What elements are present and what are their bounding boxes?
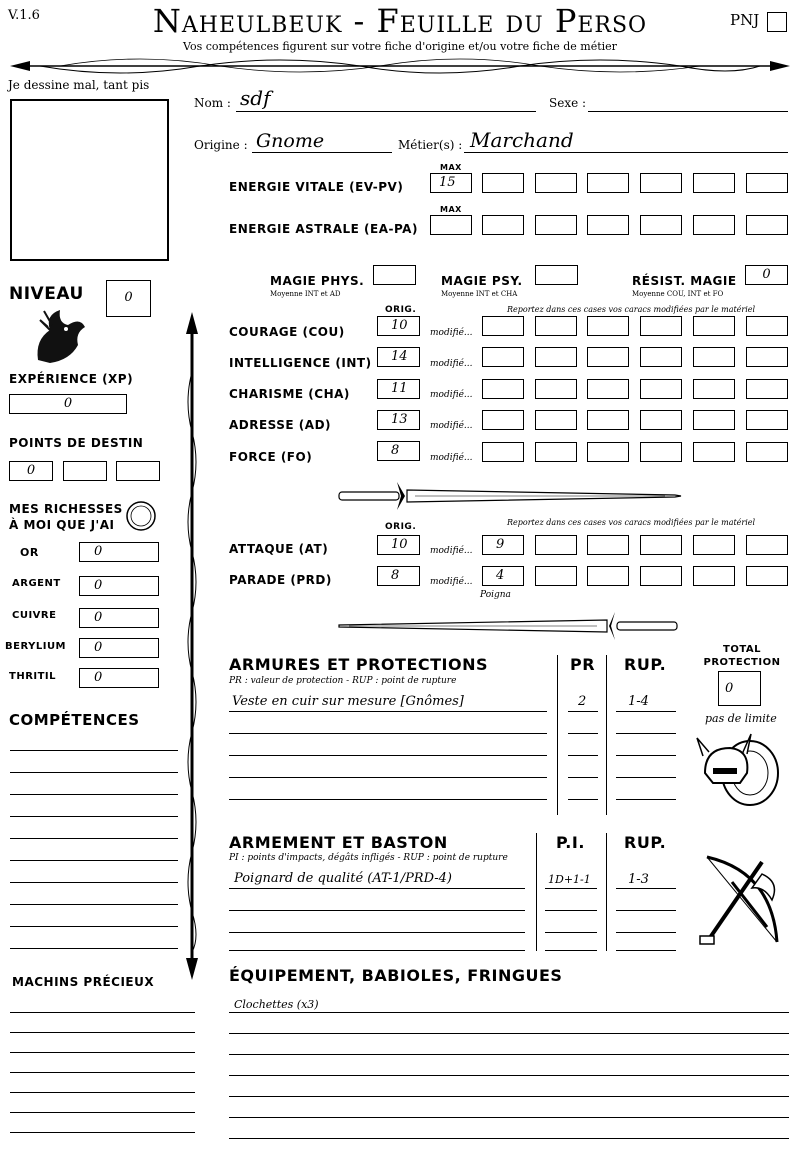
armement-title: ARMEMENT ET BASTON [229, 833, 448, 852]
carac-modifie-cou: modifié... [430, 328, 473, 338]
carac-orig-int[interactable]: 14 [377, 347, 420, 367]
cuivre-label: CUIVRE [12, 610, 57, 621]
cuivre-input[interactable]: 0 [79, 608, 159, 628]
magie-psy-label: MAGIE PSY. [441, 274, 523, 288]
ea-label: ENERGIE ASTRALE (EA-PA) [229, 222, 418, 236]
combat-mod-box[interactable] [587, 566, 629, 586]
ev-box[interactable] [640, 173, 682, 193]
armures-col-divider [557, 655, 558, 815]
machin-line[interactable] [10, 1112, 195, 1113]
combat-mod-box[interactable] [587, 535, 629, 555]
carac-mod-box[interactable] [746, 379, 788, 399]
sword-icon [335, 608, 685, 644]
destin-label: POINTS DE DESTIN [9, 436, 144, 450]
combat-modifie-prd: modifié... [430, 577, 473, 587]
caracs-note: Reportez dans ces cases vos caracs modifiées par le matériel [507, 305, 756, 314]
weapons-icon [692, 852, 787, 952]
spear-vertical-icon [180, 312, 204, 980]
portrait-caption: Je dessine mal, tant pis [8, 78, 150, 92]
magie-phys-input[interactable] [373, 265, 416, 285]
carac-mod-box[interactable] [535, 316, 577, 336]
armement-line [545, 910, 597, 911]
nom-line [236, 111, 536, 112]
destin-input-3[interactable] [116, 461, 160, 481]
carac-mod-box[interactable] [640, 347, 682, 367]
metier-value[interactable]: Marchand [470, 128, 574, 152]
armures-col-divider [606, 655, 607, 815]
sexe-label: Sexe : [549, 96, 587, 110]
combat-mod-box[interactable] [746, 535, 788, 555]
competence-line[interactable] [10, 794, 178, 795]
richesses-label-1: MES RICHESSES [9, 502, 123, 516]
armure-line [616, 799, 676, 800]
carac-orig-cha[interactable]: 11 [377, 379, 420, 399]
combat-label-at: ATTAQUE (AT) [229, 542, 329, 556]
destin-input-2[interactable] [63, 461, 107, 481]
carac-mod-box[interactable] [482, 347, 524, 367]
nom-label: Nom : [194, 96, 231, 110]
armement-col-rup: RUP. [624, 833, 667, 852]
argent-label: ARGENT [12, 578, 61, 589]
combat-mod-box[interactable] [535, 535, 577, 555]
armure-line [616, 711, 676, 712]
combat-mod-at[interactable]: 9 [482, 535, 524, 555]
armure-row-name[interactable]: Veste en cuir sur mesure [Gnômes] [232, 694, 464, 709]
armement-line [229, 888, 525, 889]
magie-phys-note: Moyenne INT et AD [270, 290, 341, 298]
ea-box[interactable] [482, 215, 524, 235]
niveau-input[interactable]: 0 [106, 280, 151, 317]
armure-line [568, 711, 598, 712]
machin-line[interactable] [10, 1032, 195, 1033]
armement-col-divider [606, 833, 607, 951]
machin-line[interactable] [10, 1072, 195, 1073]
helmet-shield-icon [695, 728, 785, 810]
portrait-box[interactable] [10, 99, 169, 261]
origine-label: Origine : [194, 138, 248, 152]
competence-line[interactable] [10, 860, 178, 861]
resist-magie-input[interactable]: 0 [745, 265, 788, 285]
resist-magie-note: Moyenne COU, INT et FO [632, 290, 724, 298]
niveau-label: NIVEAU [9, 284, 84, 304]
armures-col-pr: PR [570, 655, 596, 674]
armement-line [229, 950, 525, 951]
ea-box[interactable] [693, 215, 735, 235]
limit-note: pas de limite [705, 712, 777, 725]
carac-mod-box[interactable] [482, 379, 524, 399]
page-subtitle: Vos compétences figurent sur votre fiche d'origine et/ou votre fiche de métier [183, 40, 617, 53]
carac-mod-box[interactable] [640, 379, 682, 399]
ev-box[interactable] [746, 173, 788, 193]
armure-line [616, 733, 676, 734]
carac-mod-box[interactable] [693, 442, 735, 462]
combat-mod-box[interactable] [640, 535, 682, 555]
carac-label-fo: FORCE (FO) [229, 450, 313, 464]
armures-col-rup: RUP. [624, 655, 667, 674]
carac-orig-cou[interactable]: 10 [377, 316, 420, 336]
berylium-label: BERYLIUM [5, 641, 67, 652]
total-protection-label-2: PROTECTION [703, 657, 781, 668]
armure-line [568, 755, 598, 756]
competence-line[interactable] [10, 838, 178, 839]
destin-input-1[interactable]: 0 [9, 461, 53, 481]
armement-note: PI : points d'impacts, dégâts infligés - RUP : point de rupture [229, 853, 508, 863]
carac-mod-box[interactable] [587, 316, 629, 336]
carac-mod-box[interactable] [535, 379, 577, 399]
caracs-orig-label: ORIG. [385, 305, 417, 315]
ev-max-label: MAX [440, 163, 462, 172]
armement-col-pi: P.I. [556, 833, 585, 852]
combat-mod-box[interactable] [535, 566, 577, 586]
ea-box[interactable] [746, 215, 788, 235]
competence-line[interactable] [10, 948, 178, 949]
carac-mod-box[interactable] [746, 347, 788, 367]
ea-box[interactable] [535, 215, 577, 235]
ev-box[interactable] [587, 173, 629, 193]
total-protection-input[interactable]: 0 [718, 671, 761, 706]
armement-line [545, 932, 597, 933]
competence-line[interactable] [10, 750, 178, 751]
carac-modifie-int: modifié... [430, 359, 473, 369]
armure-line [229, 733, 547, 734]
origine-value[interactable]: Gnome [256, 130, 325, 152]
armure-line [568, 799, 598, 800]
metier-label: Métier(s) : [398, 138, 463, 152]
combat-orig-at[interactable]: 10 [377, 535, 420, 555]
armure-line [229, 755, 547, 756]
combat-label-prd: PARADE (PRD) [229, 573, 332, 587]
thritil-input[interactable]: 0 [79, 668, 159, 688]
ea-box[interactable] [640, 215, 682, 235]
armement-row-name[interactable]: Poignard de qualité (AT-1/PRD-4) [234, 871, 452, 886]
argent-input[interactable]: 0 [79, 576, 159, 596]
armure-row-pr[interactable]: 2 [578, 694, 587, 709]
pnj-checkbox[interactable] [767, 12, 787, 32]
carac-mod-box[interactable] [746, 442, 788, 462]
armures-note: PR : valeur de protection - RUP : point de rupture [229, 676, 457, 686]
pnj-label: PNJ [730, 11, 760, 29]
carac-orig-fo[interactable]: 8 [377, 441, 420, 461]
combat-mod-box[interactable] [693, 566, 735, 586]
armure-line [229, 777, 547, 778]
carac-mod-box[interactable] [587, 347, 629, 367]
carac-mod-box[interactable] [693, 316, 735, 336]
carac-modifie-cha: modifié... [430, 390, 473, 400]
ev-box[interactable] [482, 173, 524, 193]
machin-line[interactable] [10, 1132, 195, 1133]
carac-mod-box[interactable] [746, 410, 788, 430]
ev-box[interactable] [535, 173, 577, 193]
nom-value[interactable]: sdf [240, 86, 271, 110]
carac-mod-box[interactable] [482, 410, 524, 430]
competence-line[interactable] [10, 904, 178, 905]
combat-mod-box[interactable] [640, 566, 682, 586]
armure-row-rup[interactable]: 1-4 [628, 694, 649, 709]
version-label: V.1.6 [8, 8, 40, 23]
armement-line [616, 932, 676, 933]
machin-line[interactable] [10, 1012, 195, 1013]
resist-magie-label: RÉSIST. MAGIE [632, 274, 737, 288]
carac-mod-box[interactable] [587, 379, 629, 399]
equipement-line [229, 1012, 789, 1013]
metier-line [464, 152, 788, 153]
carac-mod-box[interactable] [587, 442, 629, 462]
armement-line [545, 888, 597, 889]
armement-col-divider [536, 833, 537, 951]
carac-orig-ad[interactable]: 13 [377, 410, 420, 430]
carac-mod-box[interactable] [640, 316, 682, 336]
ea-box[interactable] [587, 215, 629, 235]
carac-mod-box[interactable] [535, 347, 577, 367]
sword-icon [335, 478, 685, 514]
equipement-title: ÉQUIPEMENT, BABIOLES, FRINGUES [229, 966, 563, 985]
armement-line [545, 950, 597, 951]
carac-mod-box[interactable] [482, 442, 524, 462]
ev-label: ENERGIE VITALE (EV-PV) [229, 180, 404, 194]
carac-mod-box[interactable] [535, 442, 577, 462]
armure-line [229, 711, 547, 712]
carac-label-ad: ADRESSE (AD) [229, 418, 332, 432]
armures-title: ARMURES ET PROTECTIONS [229, 655, 488, 674]
carac-mod-box[interactable] [693, 410, 735, 430]
machin-line[interactable] [10, 1052, 195, 1053]
xp-input[interactable]: 0 [9, 394, 127, 414]
magie-phys-label: MAGIE PHYS. [270, 274, 365, 288]
ea-input[interactable] [430, 215, 472, 235]
berylium-input[interactable]: 0 [79, 638, 159, 658]
magie-psy-input[interactable] [535, 265, 578, 285]
combat-orig-prd[interactable]: 8 [377, 566, 420, 586]
xp-label: EXPÉRIENCE (XP) [9, 372, 134, 386]
competence-line[interactable] [10, 926, 178, 927]
equipement-line [229, 1033, 789, 1034]
armure-line [568, 777, 598, 778]
combat-mod-box[interactable] [746, 566, 788, 586]
or-label: OR [20, 546, 39, 559]
machins-label: MACHINS PRÉCIEUX [12, 975, 155, 989]
equipement-line [229, 1075, 789, 1076]
competence-line[interactable] [10, 882, 178, 883]
armement-row-rup[interactable]: 1-3 [628, 872, 649, 887]
carac-label-cha: CHARISME (CHA) [229, 387, 350, 401]
competence-line[interactable] [10, 816, 178, 817]
armure-line [616, 777, 676, 778]
armement-line [616, 888, 676, 889]
armure-line [616, 755, 676, 756]
richesses-label-2: À MOI QUE J'AI [9, 518, 115, 532]
competences-label: COMPÉTENCES [9, 711, 140, 729]
carac-mod-box[interactable] [640, 442, 682, 462]
armement-line [229, 910, 525, 911]
dragon-icon [30, 305, 90, 367]
combat-modifie-at: modifié... [430, 546, 473, 556]
combat-orig-label: ORIG. [385, 522, 417, 532]
combat-mod-box[interactable] [693, 535, 735, 555]
ea-max-label: MAX [440, 205, 462, 214]
equipement-line [229, 1096, 789, 1097]
carac-mod-box[interactable] [693, 379, 735, 399]
machin-line[interactable] [10, 1092, 195, 1093]
carac-mod-box[interactable] [482, 316, 524, 336]
equipement-line [229, 1054, 789, 1055]
armure-line [568, 733, 598, 734]
carac-label-int: INTELLIGENCE (INT) [229, 356, 372, 370]
magie-psy-note: Moyenne INT et CHA [441, 290, 518, 298]
combat-note: Reportez dans ces cases vos caracs modifiées par le matériel [507, 518, 756, 527]
equipement-item[interactable]: Clochettes (x3) [234, 998, 319, 1011]
ev-input[interactable]: 15 [430, 173, 472, 193]
coin-icon [125, 500, 157, 532]
armement-line [616, 910, 676, 911]
armement-row-pi[interactable]: 1D+1-1 [548, 873, 591, 886]
equipement-line [229, 1138, 789, 1139]
carac-label-cou: COURAGE (COU) [229, 325, 345, 339]
page-title: Naheulbeuk - Feuille du Perso [152, 2, 648, 40]
carac-modifie-fo: modifié... [430, 453, 473, 463]
armement-line [229, 932, 525, 933]
carac-mod-box[interactable] [535, 410, 577, 430]
carac-mod-box[interactable] [746, 316, 788, 336]
armement-line [616, 950, 676, 951]
total-protection-label-1: TOTAL [723, 644, 761, 655]
armure-line [229, 799, 547, 800]
ev-box[interactable] [693, 173, 735, 193]
combat-mod-note: Poigna [480, 590, 511, 600]
carac-mod-box[interactable] [693, 347, 735, 367]
or-input[interactable]: 0 [79, 542, 159, 562]
thritil-label: THRITIL [9, 671, 57, 682]
competence-line[interactable] [10, 772, 178, 773]
equipement-line [229, 1117, 789, 1118]
carac-mod-box[interactable] [587, 410, 629, 430]
carac-mod-box[interactable] [640, 410, 682, 430]
carac-modifie-ad: modifié... [430, 421, 473, 431]
combat-mod-prd[interactable]: 4 [482, 566, 524, 586]
sexe-line [588, 111, 788, 112]
origine-line [252, 152, 392, 153]
